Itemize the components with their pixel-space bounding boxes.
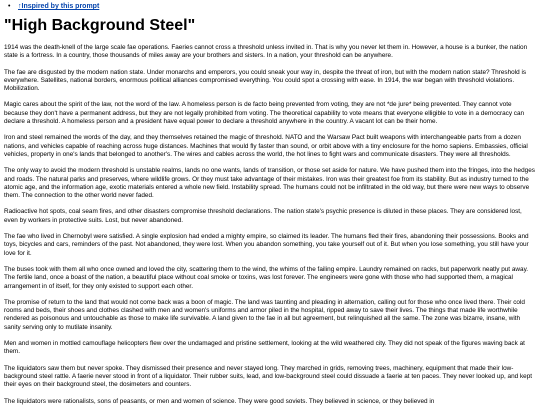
nav-item bbox=[8, 2, 537, 11]
up-arrow-icon: ↑ bbox=[18, 3, 22, 10]
paragraph: Magic cares about the spirit of the law, not the word of the law. A homeless person is de facto being prevented from voting, they are not *de jure* being prevented. They cannot vote because they don't have a permanent address, but they are not legally prohibited from voting. The theoretical capability to vote means that everyone elligible to vote in a democracy can declare a threshold. A homeless person and a president have equal power to declare a threshold anywhere in the country. A vacant lot can be their home. bbox=[4, 101, 525, 126]
paragraph: 1914 was the death-knell of the large scale fae operations. Faeries cannot cross a threshold unless invited in. That is why you never let them in. However, a house is a bunker, the nation state is a fortress. In a country, those thousands of miles away are your brothers and sisters. In a nation, your threshold can be anywhere. bbox=[4, 44, 528, 60]
bullet-icon: • bbox=[8, 3, 11, 10]
paragraph: The liquidators saw them but never spoke. They dismissed their presence and never stayed long. They marched in grids, removing trees, machinery, equipment that made their low-background steel rattle. A faerie never stood in front of a liquidator. Their rubber suits, lead, and low-background steel could dissuade a faerie at ten paces. They never looked up, and kept their eyes on their background steel, the dosimeters and counters. bbox=[4, 364, 533, 389]
paragraph: Men and women in mottled camouflage helicopters flew over the undamaged and pristine settlement, looking at the wild weathered city. They did not speak of the figures waving back at them. bbox=[4, 340, 525, 356]
story-body bbox=[4, 44, 537, 406]
link-label: Inspired by this prompt bbox=[21, 3, 100, 10]
paragraph: The buses took with them all who once owned and loved the city, scattering them to the wind, the whims of the failing empire. Laundry remained on racks, but paperwork neatly put away. The fertile land, once a boast of the nation, a beautiful place without coal smoke or toxins, was lost forever. The engineers were gone with those who had supported them, a magical arrangement in of itself, for they only existed to support each other. bbox=[4, 265, 529, 290]
paragraph: The fae who lived in Chernobyl were satisfied. A single explosion had ended a mighty empire, so claimed its leader. The humans fled their fires, abandoning their possessions. Books and toys, bicycles and cars, reminders of the past. Not abandoned, they were lost. When you abandon something, you take yourself out of it. But when you lose something, you still have your love for it. bbox=[4, 233, 529, 257]
top-nav bbox=[4, 2, 537, 11]
paragraph: The fae are disgusted by the modern nation state. Under monarchs and emperors, you could sneak your way in, despite the threat of iron, but with the modern nation state? Threshold is everywhere. Satellites, national borders, enormous political alliances compromised everything. You could spot a crossing with ease. In 1914, the war began with threshold violations. Mobilization. bbox=[4, 68, 527, 93]
paragraph: Radioactive hot spots, coal seam fires, and other disasters compromise threshold declarations. The nation state's psychic presence is diluted in these places. They are considered lost, even by workers in protective suits. Lost, but never abandoned. bbox=[4, 208, 522, 224]
paragraph: Iron and steel remained the words of the day, and they themselves retained the magic of threshold. NATO and the Warsaw Pact built weapons with interchangeable parts from a dozen nations, and vehicles capable of reaching across huge distances. Machines that would fly faster than sound, or orbit above with a tiny enclosure for the homo sapiens. Embassies, official vehicles, property in one's lands that belonged to another's. The wires and cables across the world, the hot lines to fight wars and communicate disasters. They were all thresholds. bbox=[4, 134, 528, 158]
paragraph: The only way to avoid the modern threshold is unstable realms, lands no one wants, lands of transition, or those set aside for nature. We have pushed them into the fringes, into the hedges and roads. The natural parks and preserves, where wildlife grows. Or they must take advantage of their mistakes. Iron was their greatest foe from its stability. But as industry turned to the atomic age, and the information age, exotic materials entered a whole new field. Instability spread. The humans could not be infiltrated in the old way, but there were new ways to observe them. The connection to the other world never faded. bbox=[4, 167, 535, 200]
paragraph: The promise of return to the land that would not come back was a boon of magic. The land was taunting and pleading in alternation, calling out for those who once lived there. Their cold rooms and beds, their shoes and clothes clashed with men and women's uniforms and armor piled in the hospital, ripped away to save their lives. The things that made life worthwhile rendered as poisonous and untouchable as those to make life survivable. A land given to the fae in all but agreement, but relinquished all the same. The zone was bizarre, insane, with sanity serving only to mutilate insanity. bbox=[4, 298, 525, 331]
story-title: "High Background Steel" bbox=[4, 17, 196, 34]
paragraph: The liquidators were rationalists, sons of peasants, or men and women of science. They were good soviets. They believed in science, or they believed in bbox=[4, 397, 435, 405]
inspired-by-prompt-link[interactable] bbox=[18, 3, 99, 10]
